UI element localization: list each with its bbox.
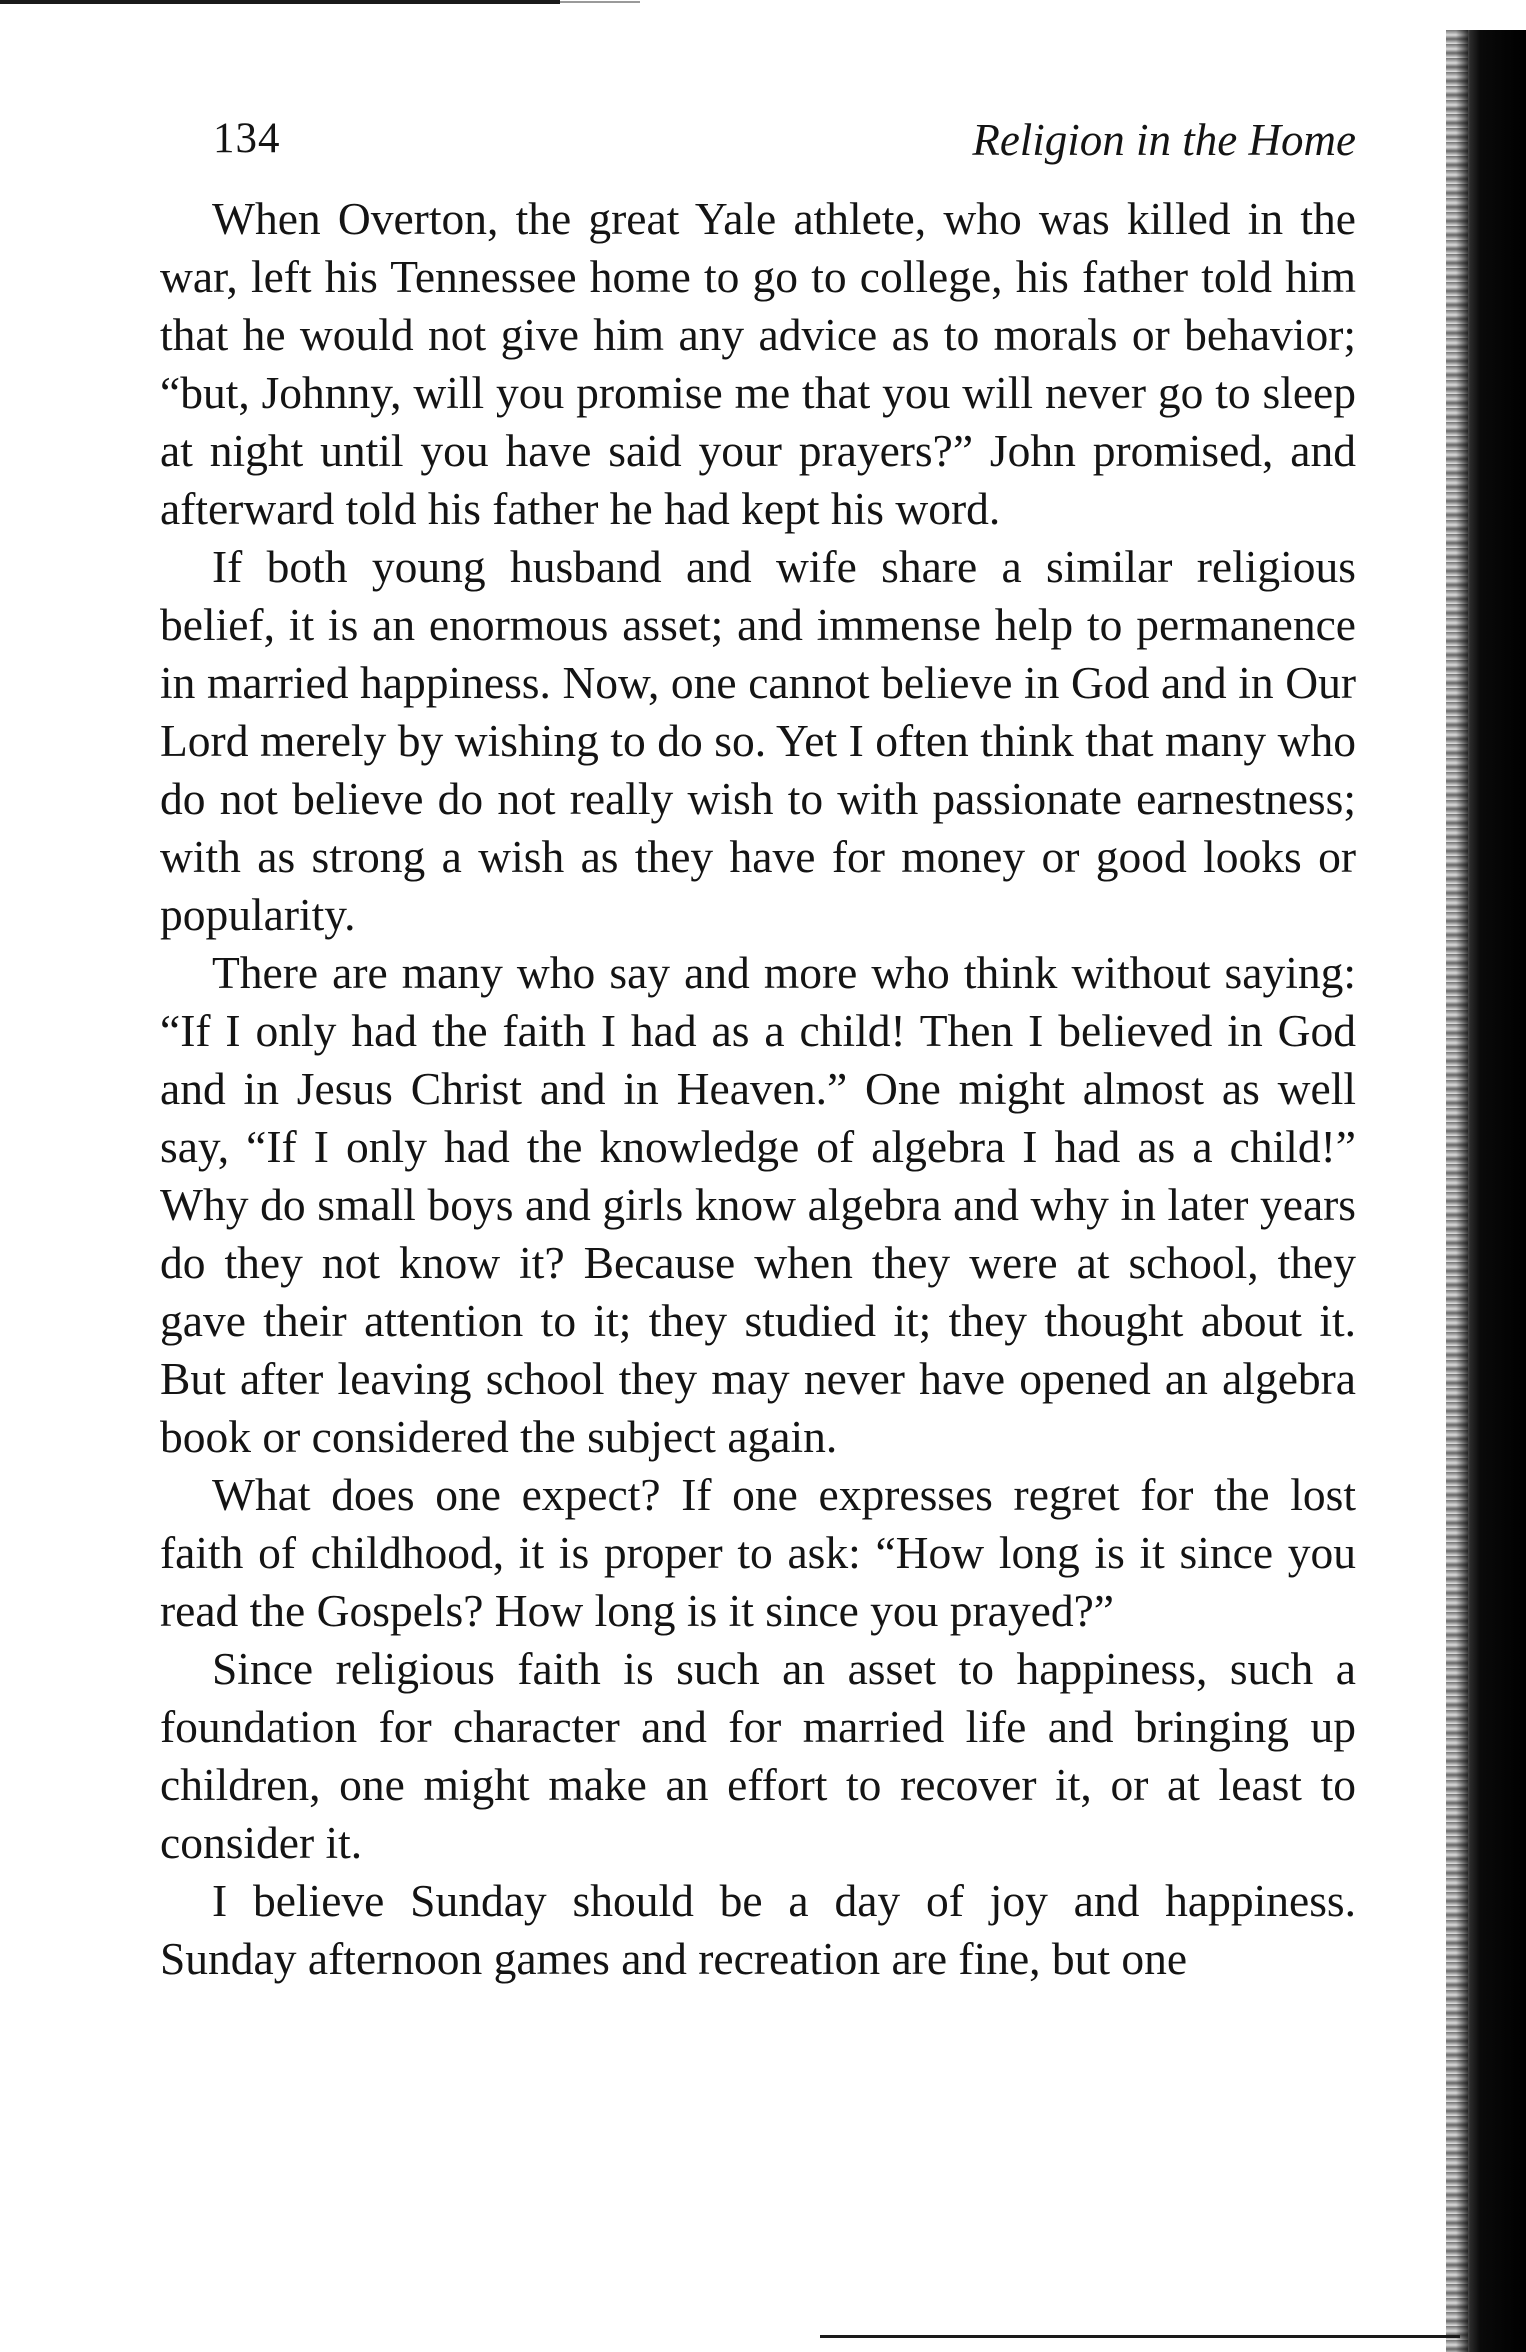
page-number: 134 <box>213 115 281 162</box>
running-title: Religion in the Home <box>972 115 1356 165</box>
paragraph-5: Since religious faith is such an asset to happiness, such a foundation for character and for married life and bringing up children, one might make an effort to recover it, or at least to consider it. <box>160 1643 1356 1868</box>
paragraph-6: I believe Sunday should be a day of joy and happiness. Sunday afternoon games and recreation are fine, but one <box>160 1875 1356 1984</box>
paragraph-4: What does one expect? If one expresses regret for the lost faith of childhood, it is proper to ask: “How long is it since you read the Gospels? How long is it since you prayed?” <box>160 1469 1356 1636</box>
paragraph-1: When Overton, the great Yale athlete, who was killed in the war, left his Tennessee home to go to college, his father told him that he would not give him any advice as to morals or behavior; “but, Johnny, will you promise me that you will never go to sleep at night until you have said your prayers?” John promised, and afterward told his father he had kept his word. <box>160 193 1356 534</box>
page-edge-texture <box>1446 30 1468 2352</box>
page-header <box>213 114 1356 178</box>
top-scan-rule <box>0 0 560 4</box>
paragraph-2: If both young husband and wife share a similar religious belief, it is an enormous asset; and immense help to permanence in married happiness. Now, one cannot believe in God and in Our Lord merely by wishing to do so. Yet I often think that many who do not believe do not really wish to with passionate earnestness; with as strong a wish as they have for money or good looks or popularity. <box>160 541 1356 940</box>
bottom-scan-rule <box>820 2335 1460 2338</box>
body-text <box>160 190 1356 1988</box>
paragraph-3: There are many who say and more who think without saying: “If I only had the faith I had as a child! Then I believed in God and in Jesus Christ and in Heaven.” One might almost as well say, “If I only had the knowledge of algebra I had as a child!” Why do small boys and girls know algebra and why in later years do they not know it? Because when they were at school, they gave their attention to it; they studied it; they thought about it. But after leaving school they may never have opened an algebra book or considered the subject again. <box>160 947 1356 1462</box>
top-scan-rule-faint <box>560 1 640 3</box>
